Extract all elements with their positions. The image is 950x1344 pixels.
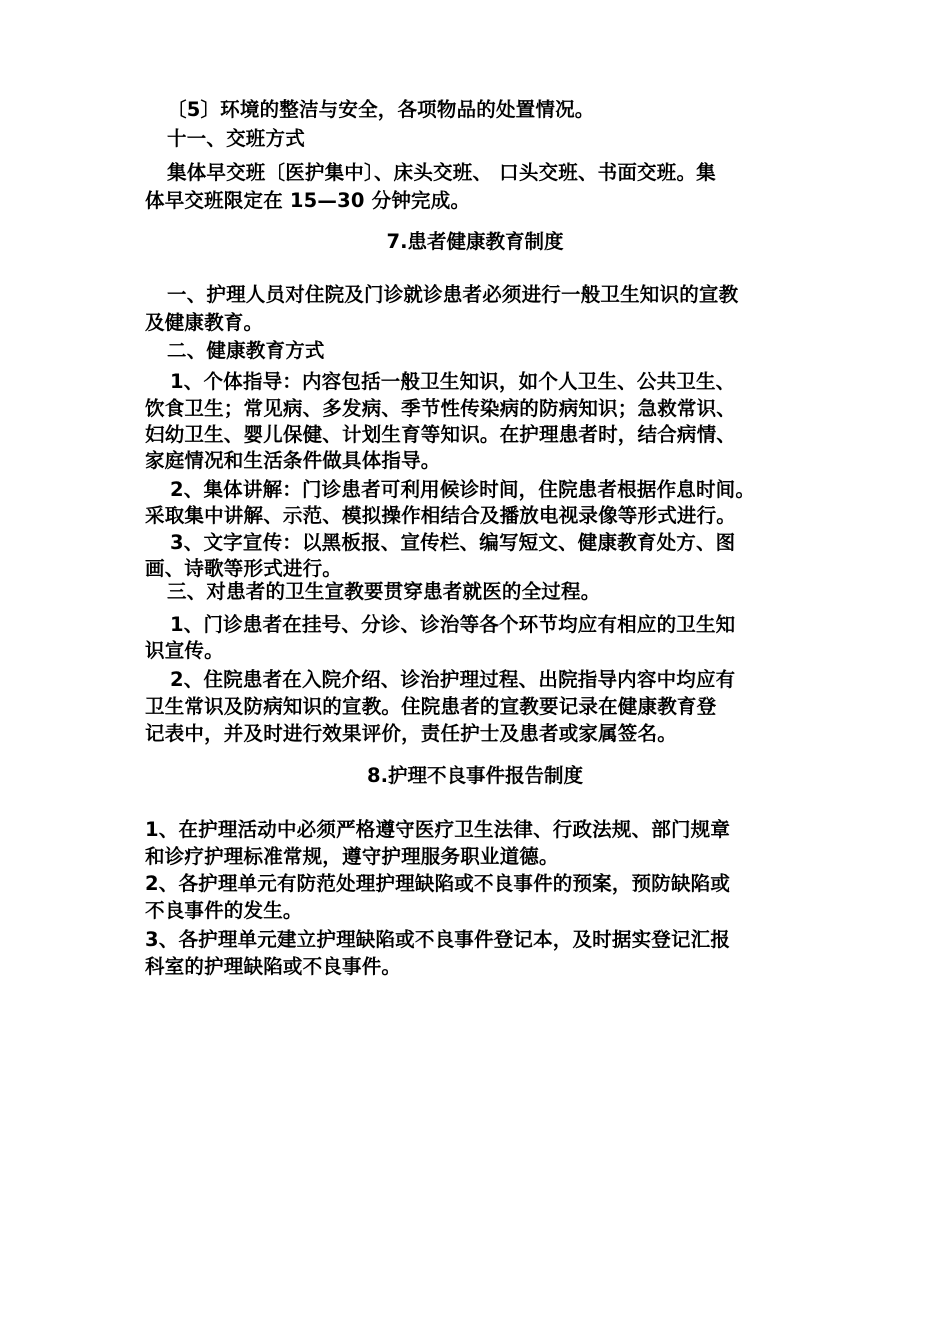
paragraph-line: 1、个体指导：内容包括一般卫生知识，如个人卫生、公共卫生、 (170, 370, 736, 393)
paragraph-line: 体早交班限定在 15—30 分钟完成。 (145, 189, 471, 212)
paragraph-line: 饮食卫生；常见病、多发病、季节性传染病的防病知识；急救常识、 (145, 397, 737, 420)
paragraph-line: 2、各护理单元有防范处理护理缺陷或不良事件的预案，预防缺陷或 (145, 872, 731, 895)
paragraph-line: 采取集中讲解、示范、模拟操作相结合及播放电视录像等形式进行。 (145, 504, 737, 527)
paragraph-line: 3、文字宣传：以黑板报、宣传栏、编写短文、健康教育处方、图 (170, 531, 736, 554)
paragraph-line: 科室的护理缺陷或不良事件。 (145, 955, 402, 978)
paragraph-line: 家庭情况和生活条件做具体指导。 (145, 449, 441, 472)
paragraph-line: 集体早交班〔医护集中〕、床头交班、 口头交班、书面交班。集 (167, 161, 716, 184)
paragraph-line: 画、诗歌等形式进行。 (145, 557, 343, 580)
paragraph-line: 2、住院患者在入院介绍、诊治护理过程、出院指导内容中均应有 (170, 668, 736, 691)
paragraph-line: 记表中，并及时进行效果评价，责任护士及患者或家属签名。 (145, 722, 677, 745)
section-title-7: 7.患者健康教育制度 (386, 230, 564, 253)
paragraph-line: 和诊疗护理标准常规，遵守护理服务职业道德。 (145, 845, 559, 868)
paragraph-line: 1、门诊患者在挂号、分诊、诊治等各个环节均应有相应的卫生知 (170, 613, 736, 636)
paragraph-line: 不良事件的发生。 (145, 899, 303, 922)
section-subheading: 二、健康教育方式 (167, 339, 325, 362)
paragraph-line: 及健康教育。 (145, 311, 264, 334)
section-title-8: 8.护理不良事件报告制度 (367, 764, 583, 787)
paragraph-line: 〔5〕环境的整洁与安全，各项物品的处置情况。 (167, 98, 595, 121)
section-subheading: 三、对患者的卫生宣教要贯穿患者就医的全过程。 (167, 580, 601, 603)
paragraph-line: 卫生常识及防病知识的宣教。住院患者的宣教要记录在健康教育登 (145, 695, 717, 718)
section-subheading: 十一、交班方式 (167, 127, 305, 150)
paragraph-line: 妇幼卫生、婴儿保健、计划生育等知识。在护理患者时，结合病情、 (145, 423, 737, 446)
paragraph-line: 识宣传。 (145, 639, 224, 662)
paragraph-line: 1、在护理活动中必须严格遵守医疗卫生法律、行政法规、部门规章 (145, 818, 731, 841)
paragraph-line: 3、各护理单元建立护理缺陷或不良事件登记本，及时据实登记汇报 (145, 928, 731, 951)
paragraph-line: 2、集体讲解：门诊患者可利用候诊时间，住院患者根据作息时间。 (170, 478, 756, 501)
paragraph-line: 一、护理人员对住院及门诊就诊患者必须进行一般卫生知识的宣教 (167, 283, 739, 306)
